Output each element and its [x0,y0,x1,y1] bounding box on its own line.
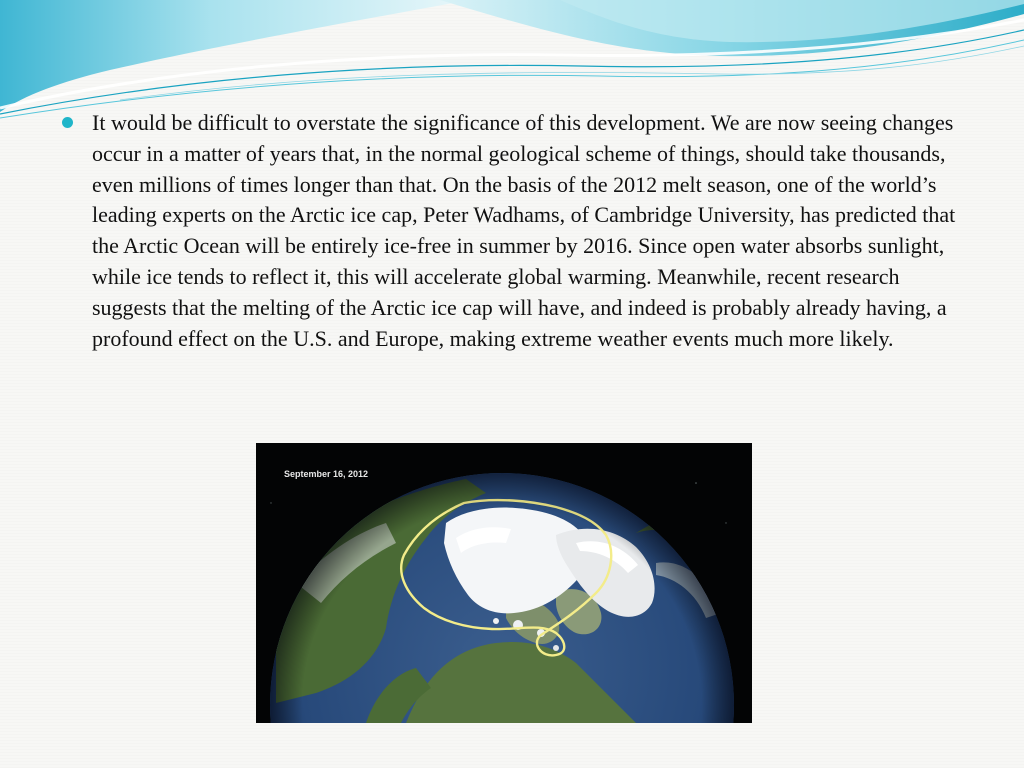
header-wave-decoration [0,0,1024,125]
bullet-item [62,108,962,354]
body-text: It would be difficult to overstate the significance of this development. We are now seeing changes occur in a matter of years that, in the normal geological scheme of things, should take thousands, even millions of times longer than that. On the basis of the 2012 melt season, one of the world’s leading experts on the Arctic ice cap, Peter Wadhams, of Cambridge University, has predicted that the Arctic Ocean will be entirely ice-free in summer by 2016. Since open water absorbs sunlight, while ice tends to reflect it, this will accelerate global warming. Meanwhile, recent research suggests that the melting of the Arctic ice cap will have, and indeed is probably already having, a profound effect on the U.S. and Europe, making extreme weather events much more likely. [92,110,956,351]
earth-globe-picture [256,443,752,723]
arctic-sea-ice-image [256,443,752,723]
bullet-dot-icon [62,117,73,128]
image-date-label: September 16, 2012 [284,469,369,479]
